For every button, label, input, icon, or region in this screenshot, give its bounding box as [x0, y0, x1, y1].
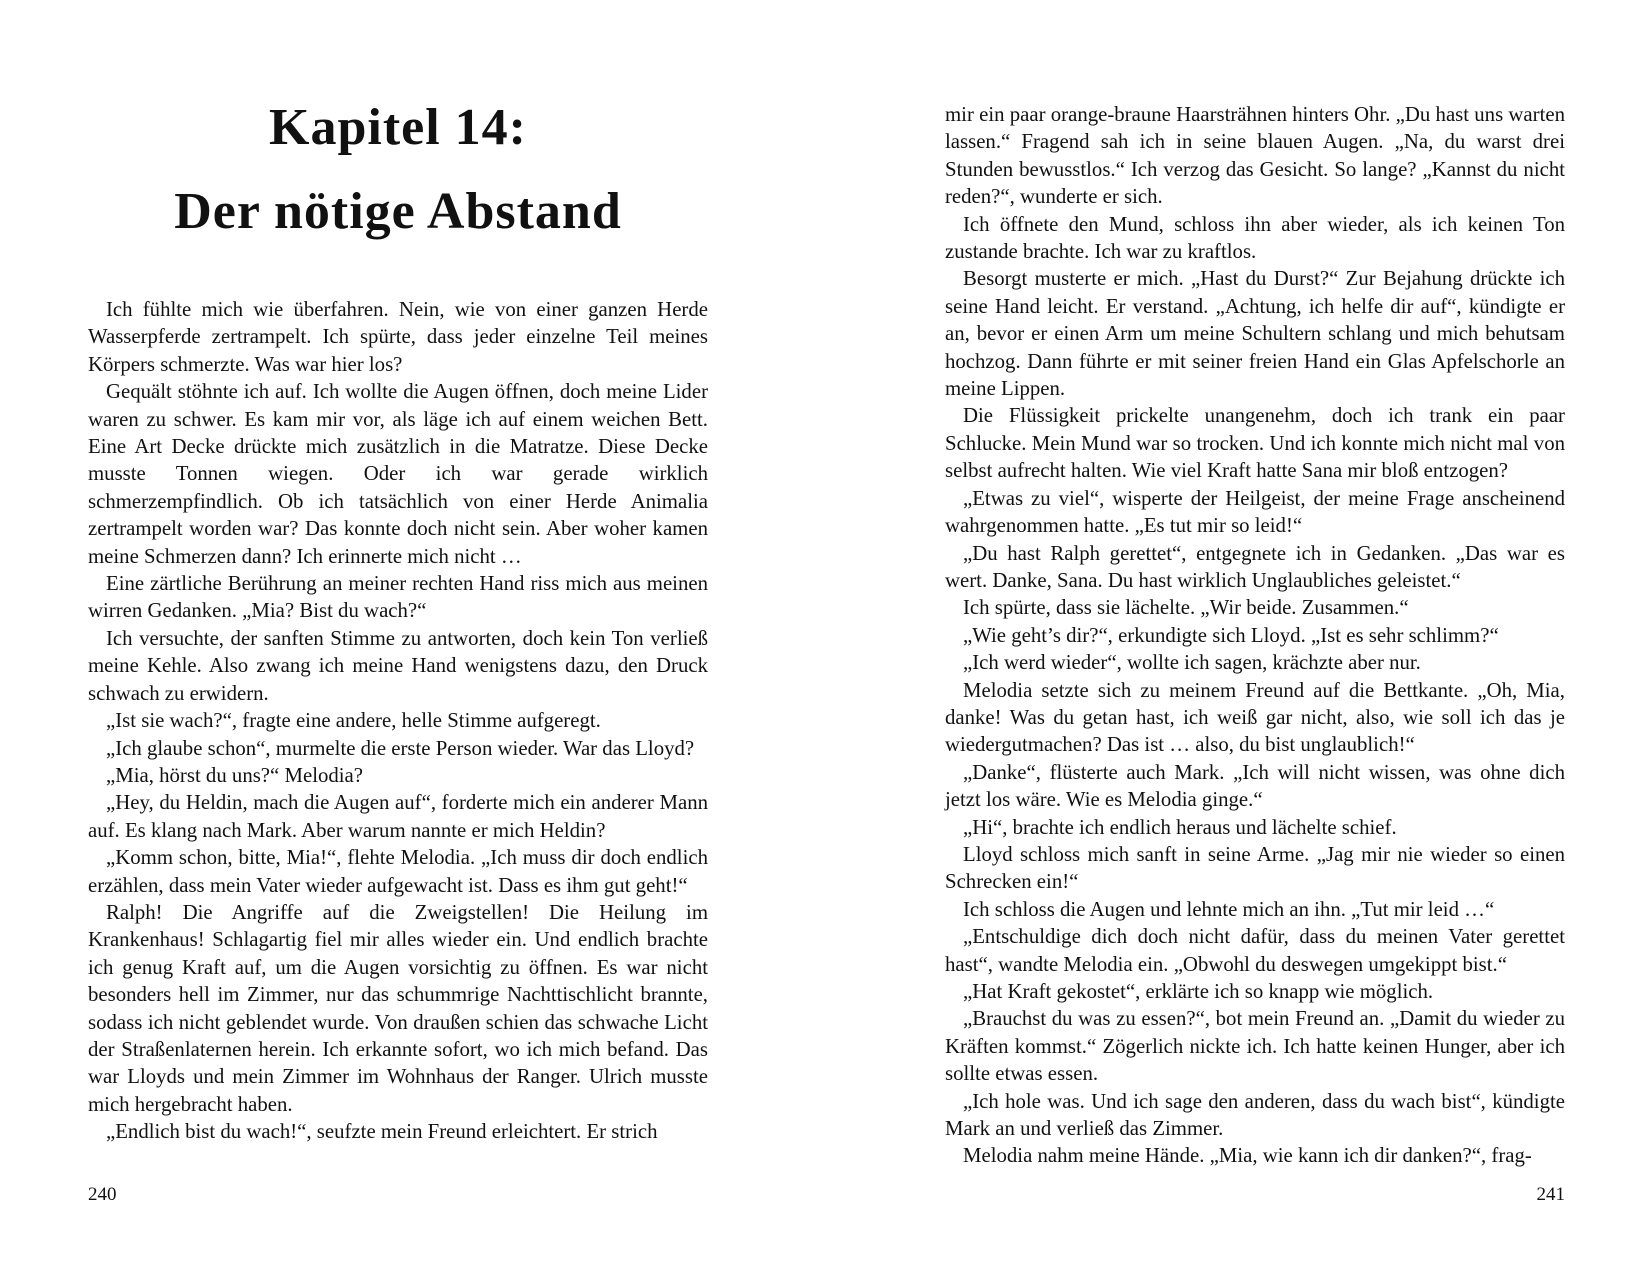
chapter-title: Der nötige Abstand	[174, 183, 622, 240]
paragraph: Ich schloss die Augen und lehnte mich an ihn. „Tut mir leid …“	[963, 897, 1495, 921]
paragraph: „Ich hole was. Und ich sage den anderen, dass du wach bist“, kündigte Mark an und verließ das Zimmer.	[945, 1089, 1565, 1141]
paragraph: Lloyd schloss mich sanft in seine Arme. „Jag mir nie wieder so einen Schrecken ein!“	[945, 842, 1565, 894]
paragraph: „Brauchst du was zu essen?“, bot mein Freund an. „Damit du wieder zu Kräften kommst.“ Zögerlich nickte ich. Ich hatte keinen Hunger, aber ich sollte etwas essen.	[945, 1007, 1565, 1086]
page-number-right: 241	[1536, 1184, 1565, 1205]
paragraph: Ich versuchte, der sanften Stimme zu antworten, doch kein Ton verließ meine Kehle. Also zwang ich meine Hand wenigstens dazu, den Druck schwach zu erwidern.	[88, 626, 708, 705]
paragraph: „Entschuldige dich doch nicht dafür, dass du meinen Vater gerettet hast“, wandte Melodia ein. „Obwohl du deswegen umgekippt bist.“	[945, 925, 1565, 976]
paragraph: Gequält stöhnte ich auf. Ich wollte die Augen öffnen, doch meine Lider waren zu schwer. Es kam mir vor, als läge ich auf einem weichen Bett. Eine Art Decke drückte mich zusätzlich in die Matratze. Diese Decke musste Tonnen wiegen. Oder ich war gerade wirklich schmerzempfindlich. Ob ich tatsächlich von einer Herde Animalia zertrampelt worden war? Das konnte doch nicht sein. Aber woher kamen meine Schmerzen dann? Ich erinnerte mich nicht …	[88, 380, 708, 568]
paragraph: „Ich glaube schon“, murmelte die erste Person wieder. War das Lloyd?	[106, 736, 695, 760]
paragraph: „Endlich bist du wach!“, seufzte mein Freund erleichtert. Er strich	[106, 1120, 658, 1144]
paragraph: „Danke“, flüsterte auch Mark. „Ich will nicht wissen, was ohne dich jetzt los wäre. Wie es Melodia ginge.“	[945, 760, 1565, 812]
paragraph: „Mia, hörst du uns?“ Melodia?	[106, 763, 364, 787]
paragraph: Die Flüssigkeit prickelte unangenehm, doch ich trank ein paar Schlucke. Mein Mund war so trocken. Und ich konnte mich nicht mal von selbst aufrecht halten. Wie viel Kraft hatte Sana mir bloß entzogen?	[945, 404, 1565, 483]
paragraph: „Komm schon, bitte, Mia!“, flehte Melodia. „Ich muss dir doch endlich erzählen, dass mein Vater wieder aufgewacht ist. Dass es ihm gut geht!“	[88, 846, 708, 897]
paragraph: „Ist sie wach?“, fragte eine andere, helle Stimme aufgeregt.	[106, 709, 601, 733]
paragraph: Ich spürte, dass sie lächelte. „Wir beide. Zusammen.“	[963, 596, 1409, 620]
paragraph: Ich öffnete den Mund, schloss ihn aber wieder, als ich keinen Ton zustande brachte. Ich war zu kraftlos.	[945, 212, 1565, 264]
paragraph: „Wie geht’s dir?“, erkundigte sich Lloyd. „Ist es sehr schlimm?“	[963, 623, 1499, 647]
paragraph: Ich fühlte mich wie überfahren. Nein, wie von einer ganzen Herde Wasserpferde zertrampelt. Ich spürte, dass jeder einzelne Teil meines Körpers schmerzte. Was war hier los?	[88, 298, 708, 376]
paragraph: „Ich werd wieder“, wollte ich sagen, krächzte aber nur.	[963, 651, 1421, 675]
paragraph: Melodia nahm meine Hände. „Mia, wie kann ich dir danken?“, frag-	[963, 1144, 1532, 1168]
paragraph: Melodia setzte sich zu meinem Freund auf die Bettkante. „Oh, Mia, danke! Was du getan hast, ich weiß gar nicht, also, wie soll ich das je wiedergutmachen? Das ist … also, du bist unglaublich!“	[945, 678, 1565, 757]
page-number-left: 240	[88, 1184, 117, 1205]
paragraph: „Etwas zu viel“, wisperte der Heilgeist, der meine Frage anscheinend wahrgenommen hatte. „Es tut mir so leid!“	[945, 486, 1565, 538]
paragraph: Eine zärtliche Berührung an meiner rechten Hand riss mich aus meinen wirren Gedanken. „Mia? Bist du wach?“	[88, 572, 708, 623]
chapter-number: Kapitel 14:	[269, 99, 527, 156]
paragraph: „Hi“, brachte ich endlich heraus und lächelte schief.	[963, 815, 1397, 839]
paragraph: Ralph! Die Angriffe auf die Zweigstellen! Die Heilung im Krankenhaus! Schlagartig fiel mir alles wieder ein. Und endlich brachte ich genug Kraft auf, um die Augen vorsichtig zu öffnen. Es war nicht besonders hell im Zimmer, nur das schummrige Nachttischlicht brannte, sodass ich nicht geblendet wurde. Von draußen schien das schwache Licht der Straßenlaternen herein. Ich erkannte sofort, wo ich mich befand. Das war Lloyds und mein Zimmer im Wohnhaus der Ranger. Ulrich musste mich hergebracht haben.	[88, 900, 708, 1116]
left-page-text	[88, 296, 708, 1146]
right-page-text	[945, 101, 1565, 1170]
paragraph: „Hat Kraft gekostet“, erklärte ich so knapp wie möglich.	[963, 980, 1434, 1003]
chapter-heading	[88, 86, 708, 254]
paragraph: Besorgt musterte er mich. „Hast du Durst?“ Zur Bejahung drückte ich seine Hand leicht. Er verstand. „Achtung, ich helfe dir auf“, kündigte er an, bevor er einen Arm um meine Schultern schlang und mich behutsam hochzog. Dann führte er mit seiner freien Hand ein Glas Apfelschorle an meine Lippen.	[945, 267, 1565, 401]
paragraph: „Hey, du Heldin, mach die Augen auf“, forderte mich ein anderer Mann auf. Es klang nach Mark. Aber warum nannte er mich Heldin?	[88, 791, 708, 842]
paragraph: mir ein paar orange-braune Haarsträhnen hinters Ohr. „Du hast uns warten lassen.“ Fragend sah ich in seine blauen Augen. „Na, du warst drei Stunden bewusstlos.“ Ich verzog das Gesicht. So lange? „Kannst du nicht reden?“, wunderte er sich.	[945, 103, 1565, 209]
paragraph: „Du hast Ralph gerettet“, entgegnete ich in Gedanken. „Das war es wert. Danke, Sana. Du hast wirklich Unglaubliches geleistet.“	[945, 541, 1565, 592]
